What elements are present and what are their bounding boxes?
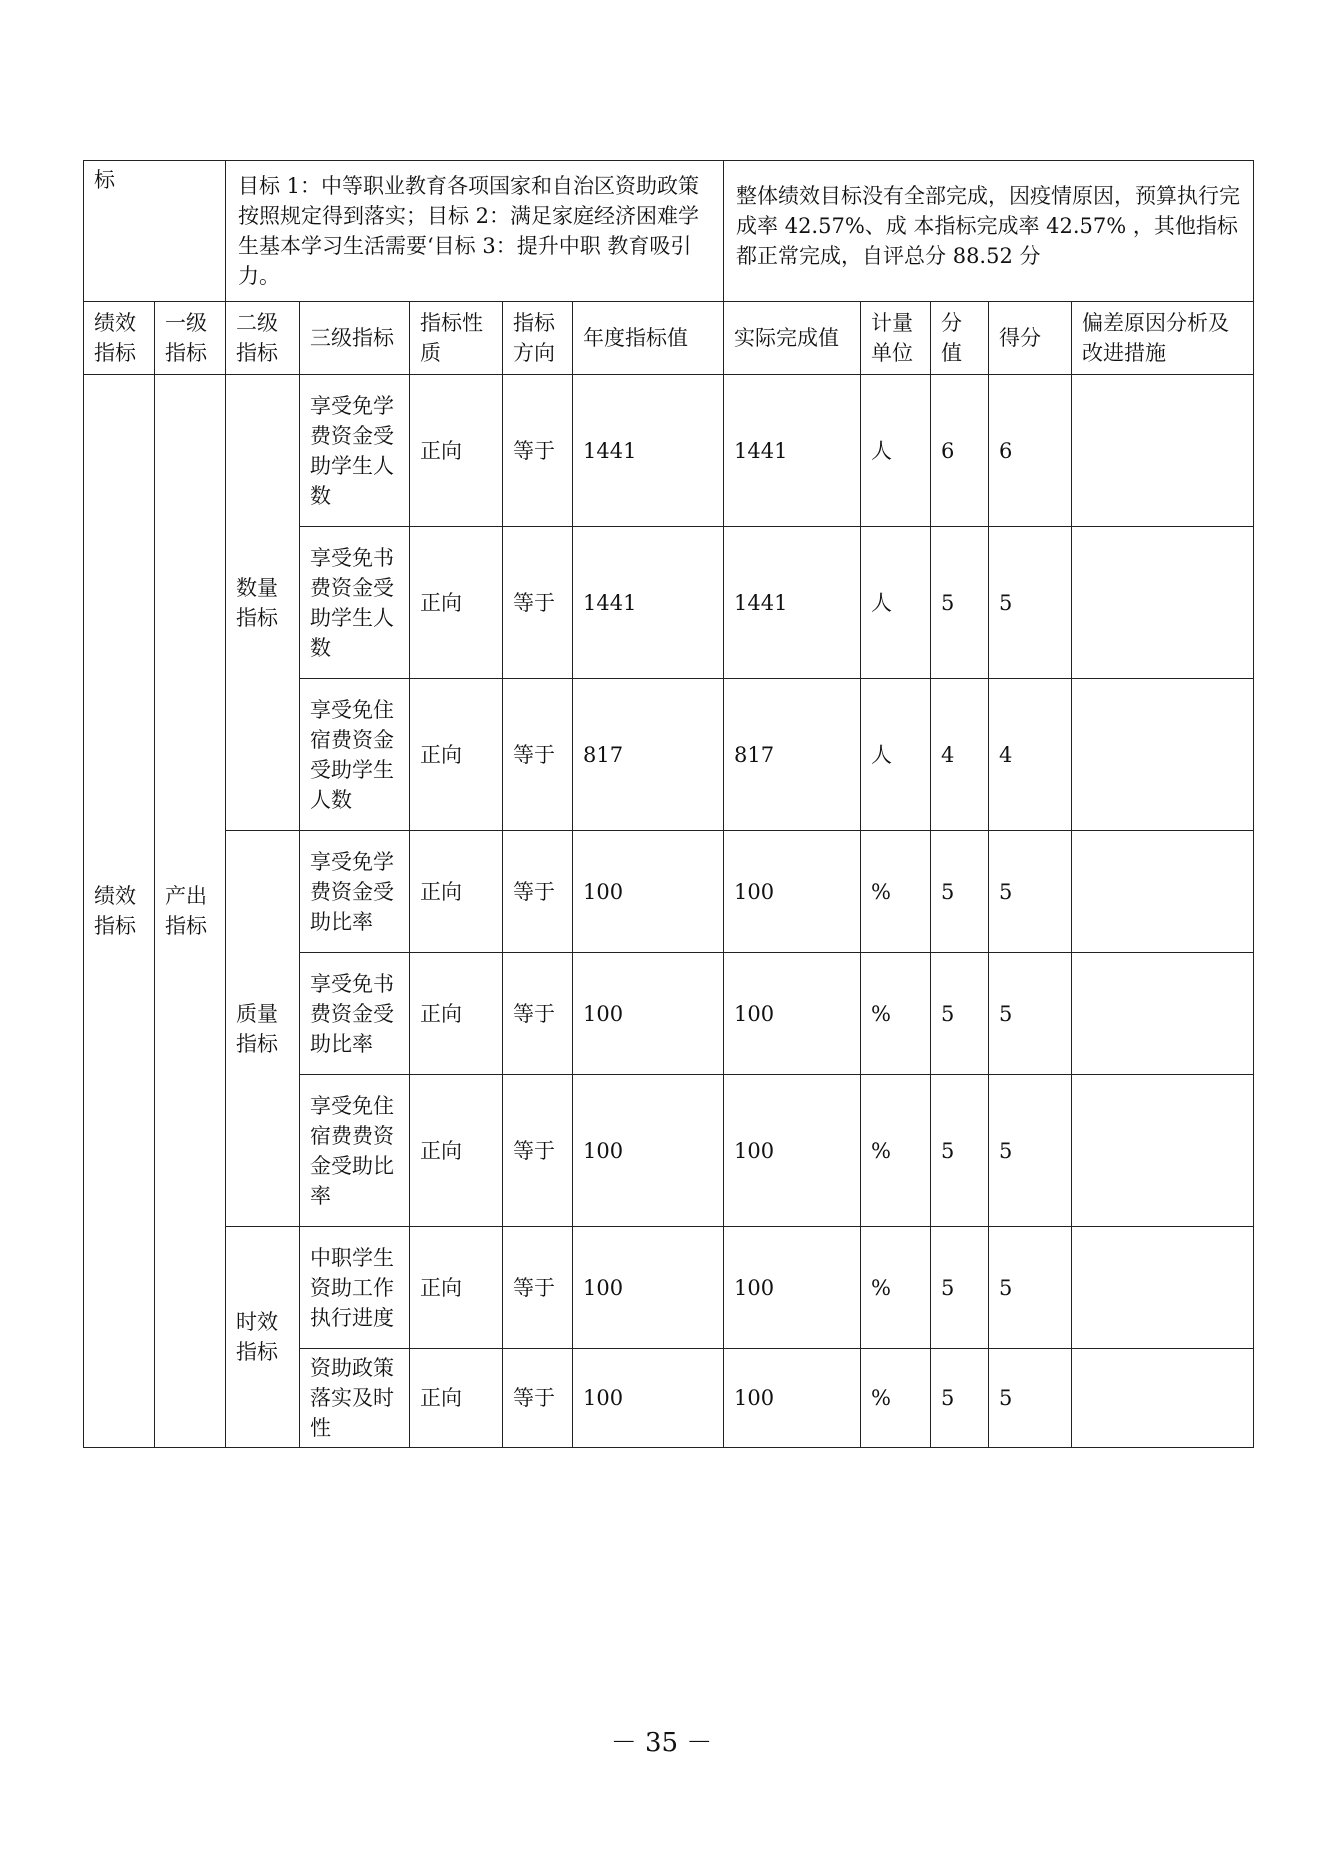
- nature-cell: 正向: [410, 831, 503, 953]
- indicator-cell: 享受免住宿费费资金受助比率: [300, 1075, 410, 1227]
- table-row: [84, 831, 1254, 953]
- remark-cell: [1072, 1227, 1254, 1349]
- table-row: [84, 1227, 1254, 1349]
- unit-cell: 人: [861, 375, 931, 527]
- unit-cell: %: [861, 1075, 931, 1227]
- header-cell: 二级指标: [226, 302, 300, 375]
- weight-cell: 5: [931, 1349, 989, 1448]
- remark-cell: [1072, 679, 1254, 831]
- table-body: [84, 161, 1254, 1448]
- target-cell: 1441: [573, 527, 724, 679]
- indicator-cell: 享受免学费资金受助学生人数: [300, 375, 410, 527]
- header-cell: 偏差原因分析及改进措施: [1072, 302, 1254, 375]
- indicator-cell: 享受免住宿费资金受助学生人数: [300, 679, 410, 831]
- header-cell: 分值: [931, 302, 989, 375]
- actual-cell: 1441: [724, 527, 861, 679]
- remark-cell: [1072, 375, 1254, 527]
- remark-cell: [1072, 831, 1254, 953]
- remark-cell: [1072, 527, 1254, 679]
- header-cell: 实际完成值: [724, 302, 861, 375]
- unit-cell: %: [861, 1349, 931, 1448]
- actual-cell: 817: [724, 679, 861, 831]
- nature-cell: 正向: [410, 1227, 503, 1349]
- unit-cell: 人: [861, 527, 931, 679]
- goal-row-label: 标: [84, 161, 226, 302]
- indicator-cell: 享受免学费资金受助比率: [300, 831, 410, 953]
- header-cell: 得分: [989, 302, 1072, 375]
- header-row: [84, 302, 1254, 375]
- level3-group-cell: 质量指标: [226, 831, 300, 1227]
- actual-cell: 100: [724, 1227, 861, 1349]
- header-cell: 指标方向: [503, 302, 573, 375]
- goal-row: [84, 161, 1254, 302]
- header-cell: 一级指标: [155, 302, 226, 375]
- weight-cell: 5: [931, 1075, 989, 1227]
- direction-cell: 等于: [503, 1075, 573, 1227]
- direction-cell: 等于: [503, 831, 573, 953]
- target-cell: 100: [573, 1227, 724, 1349]
- target-cell: 100: [573, 1075, 724, 1227]
- target-cell: 100: [573, 953, 724, 1075]
- score-cell: 5: [989, 831, 1072, 953]
- score-cell: 5: [989, 953, 1072, 1075]
- header-cell: 年度指标值: [573, 302, 724, 375]
- score-cell: 5: [989, 1349, 1072, 1448]
- unit-cell: %: [861, 1227, 931, 1349]
- unit-cell: %: [861, 953, 931, 1075]
- goal-text: 目标 1：中等职业教育各项国家和自治区资助政策按照规定得到落实；目标 2：满足家庭经济困难学生基本学习生活需要‘目标 3：提升中职 教育吸引力。: [226, 161, 724, 302]
- target-cell: 817: [573, 679, 724, 831]
- level3-group-cell: 数量指标: [226, 375, 300, 831]
- nature-cell: 正向: [410, 1349, 503, 1448]
- direction-cell: 等于: [503, 1227, 573, 1349]
- actual-cell: 1441: [724, 375, 861, 527]
- score-cell: 5: [989, 1075, 1072, 1227]
- level1-cell: 绩效指标: [84, 375, 155, 1448]
- remark-cell: [1072, 953, 1254, 1075]
- indicator-cell: 享受免书费资金受助学生人数: [300, 527, 410, 679]
- weight-cell: 5: [931, 527, 989, 679]
- score-cell: 6: [989, 375, 1072, 527]
- nature-cell: 正向: [410, 679, 503, 831]
- target-cell: 100: [573, 1349, 724, 1448]
- actual-cell: 100: [724, 953, 861, 1075]
- direction-cell: 等于: [503, 527, 573, 679]
- header-cell: 三级指标: [300, 302, 410, 375]
- remark-cell: [1072, 1075, 1254, 1227]
- weight-cell: 4: [931, 679, 989, 831]
- unit-cell: %: [861, 831, 931, 953]
- header-cell: 绩效指标: [84, 302, 155, 375]
- weight-cell: 5: [931, 831, 989, 953]
- page-number: － 35 －: [610, 1728, 713, 1758]
- performance-table: [83, 160, 1254, 1448]
- nature-cell: 正向: [410, 953, 503, 1075]
- actual-cell: 100: [724, 831, 861, 953]
- direction-cell: 等于: [503, 679, 573, 831]
- remark-cell: [1072, 1349, 1254, 1448]
- performance-table-wrapper: [83, 160, 1253, 1448]
- score-cell: 4: [989, 679, 1072, 831]
- summary-text: 整体绩效目标没有全部完成，因疫情原因，预算执行完成率 42.57%、成 本指标完成率 42.57% ，其他指标都正常完成，自评总分 88.52 分: [724, 161, 1254, 302]
- direction-cell: 等于: [503, 375, 573, 527]
- unit-cell: 人: [861, 679, 931, 831]
- direction-cell: 等于: [503, 1349, 573, 1448]
- target-cell: 1441: [573, 375, 724, 527]
- score-cell: 5: [989, 1227, 1072, 1349]
- target-cell: 100: [573, 831, 724, 953]
- nature-cell: 正向: [410, 527, 503, 679]
- weight-cell: 6: [931, 375, 989, 527]
- actual-cell: 100: [724, 1075, 861, 1227]
- actual-cell: 100: [724, 1349, 861, 1448]
- header-cell: 指标性质: [410, 302, 503, 375]
- header-cell: 计量单位: [861, 302, 931, 375]
- nature-cell: 正向: [410, 375, 503, 527]
- direction-cell: 等于: [503, 953, 573, 1075]
- level3-group-cell: 时效指标: [226, 1227, 300, 1448]
- indicator-cell: 中职学生资助工作执行进度: [300, 1227, 410, 1349]
- nature-cell: 正向: [410, 1075, 503, 1227]
- level2-cell: 产出指标: [155, 375, 226, 1448]
- indicator-cell: 享受免书费资金受助比率: [300, 953, 410, 1075]
- table-row: [84, 375, 1254, 527]
- indicator-cell: 资助政策落实及时性: [300, 1349, 410, 1448]
- weight-cell: 5: [931, 953, 989, 1075]
- score-cell: 5: [989, 527, 1072, 679]
- weight-cell: 5: [931, 1227, 989, 1349]
